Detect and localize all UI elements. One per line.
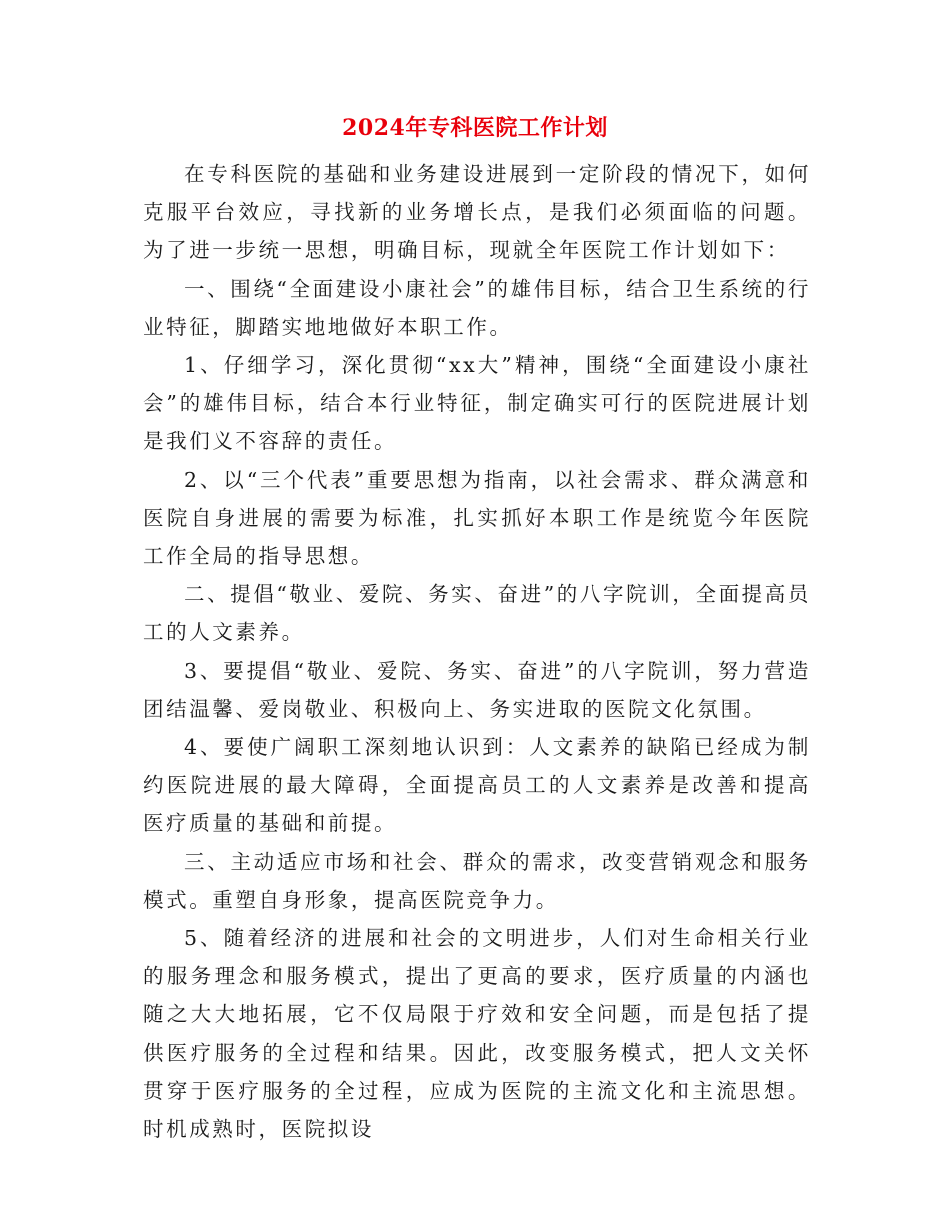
paragraph-section-1: 一、围绕“全面建设小康社会”的雄伟目标，结合卫生系统的行业特征，脚踏实地地做好本职工作。	[143, 276, 811, 339]
document-title: 2024年专科医院工作计划	[342, 115, 608, 141]
paragraph-section-3: 三、主动适应市场和社会、群众的需求，改变营销观念和服务模式。重塑自身形象，提高医院竞争力。	[143, 849, 811, 912]
paragraph-item-1: 1、仔细学习，深化贯彻“xx大”精神，围绕“全面建设小康社会”的雄伟目标，结合本行业特征，制定确实可行的医院进展计划是我们义不容辞的责任。	[143, 353, 811, 454]
document-body	[143, 155, 811, 1148]
paragraph-item-4: 4、要使广阔职工深刻地认识到：人文素养的缺陷已经成为制约医院进展的最大障碍，全面提高员工的人文素养是改善和提高医疗质量的基础和前提。	[143, 735, 811, 836]
paragraph-item-3: 3、要提倡“敬业、爱院、务实、奋进”的八字院训，努力营造团结温馨、爱岗敬业、积极向上、务实进取的医院文化氛围。	[143, 658, 811, 721]
paragraph-intro: 在专科医院的基础和业务建设进展到一定阶段的情况下，如何克服平台效应，寻找新的业务增长点，是我们必须面临的问题。为了进一步统一思想，明确目标，现就全年医院工作计划如下：	[143, 162, 811, 263]
paragraph-item-2: 2、以“三个代表”重要思想为指南，以社会需求、群众满意和医院自身进展的需要为标准，扎实抓好本职工作是统览今年医院工作全局的指导思想。	[143, 467, 811, 569]
paragraph-section-2: 二、提倡“敬业、爱院、务实、奋进”的八字院训，全面提高员工的人文素养。	[143, 582, 811, 645]
paragraph-item-5: 5、随着经济的进展和社会的文明进步，人们对生命相关行业的服务理念和服务模式，提出了更高的要求，医疗质量的内涵也随之大大地拓展，它不仅局限于疗效和安全问题，而是包括了提供医疗服务的全过程和结果。因此，改变服务模式，把人文关怀贯穿于医疗服务的全过程，应成为医院的主流文化和主流思想。时机成熟时，医院拟设	[143, 926, 811, 1142]
